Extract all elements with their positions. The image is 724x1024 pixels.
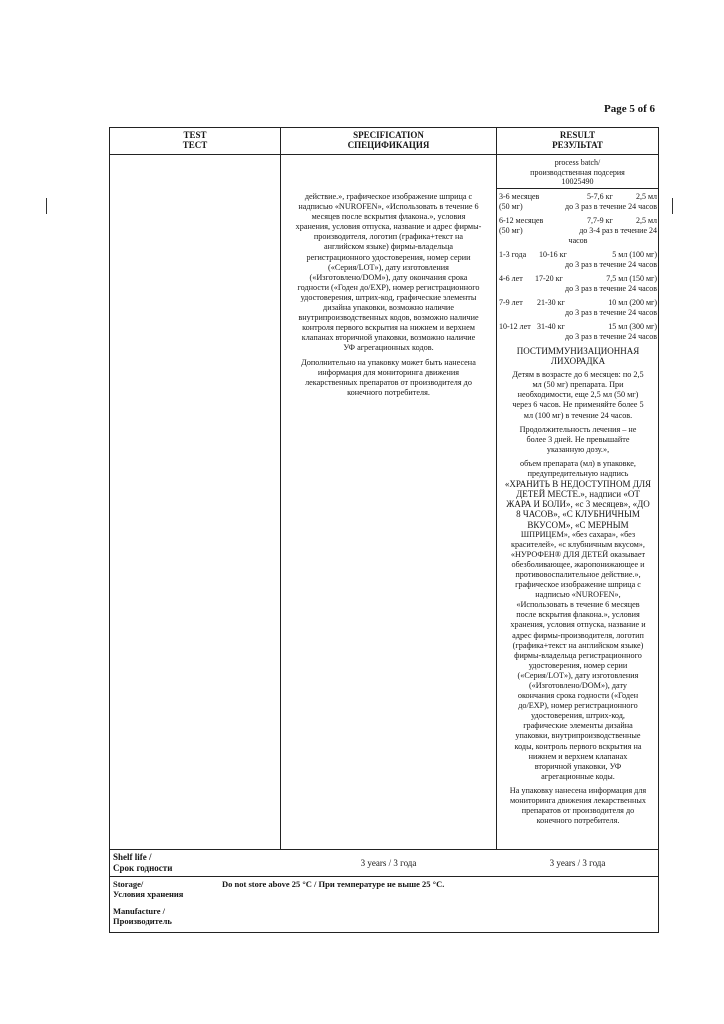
test-header: TEST ТЕСТ bbox=[182, 130, 208, 150]
storage-value: Do not store above 25 °C / При температуре не выше 25 °C. bbox=[222, 879, 445, 889]
dosage-row: 6-12 месяцев 7,7-9 кг 2,5 мл (50 мг) до 3-4 раз в течение 24 часов bbox=[499, 216, 657, 246]
shelf-life-label: Shelf life / Срок годности bbox=[113, 852, 173, 873]
right-margin-mark bbox=[672, 198, 673, 214]
specification-paragraph-2: Дополнительно на упаковку может быть нанесена информация для мониторинга движения лекарственных препаратов от производителя до конечного потребителя. bbox=[301, 357, 476, 397]
dosage-row: 4-6 лет 17-20 кг 7,5 мл (150 мг) до 3 раз в течение 24 часов bbox=[499, 274, 657, 294]
monitoring-text: На упаковку нанесена информация для мониторинга движения лекарственных препаратов от производителя до конечного потребителя. bbox=[509, 785, 647, 826]
duration-text: Продолжительность лечения – не более 3 дней. Не превышайте указанную дозу.», bbox=[519, 424, 637, 454]
specification-table bbox=[109, 127, 659, 933]
shelf-life-rule bbox=[110, 849, 658, 850]
header-rule bbox=[110, 154, 658, 155]
dosage-row: 10-12 лет 31-40 кг 15 мл (300 мг) до 3 раз в течение 24 часов bbox=[499, 322, 657, 342]
fever-text: Детям в возрасте до 6 месяцев: по 2,5 мл (50 мг) препарата. При необходимости, еще 2,5 мл (50 мг) через 6 часов. Не применяйте более 5 мл (100 мг) в течение 24 часов. bbox=[512, 370, 644, 420]
package-text: объем препарата (мл) в упаковке, предупредительную надпись «ХРАНИТЬ В НЕДОСТУПНОМ ДЛЯ ДЕТЕЙ МЕСТЕ.», надписи «ОТ ЖАРА И БОЛИ», «с 3 месяцев», «ДО 8 ЧАСОВ», «С КЛУБНИЧНЫМ ВКУСОМ», «С МЕРНЫМ ШПРИЦЕМ», «без сахара», «без красителей», «с клубничным вкусом», «НУРОФЕН® ДЛЯ ДЕТЕЙ оказывает обезболивающее, жаропонижающее и противовоспалительное действие.», графическое изображение шприца с надписью «NUROFEN», «Использовать в течение 6 месяцев после вскрытия флакона.», условия хранения, условия отпуска, название и адрес фирмы-производителя, логотип (графика+текст на английском языке) фирмы-владельца регистрационного удостоверения, номер серии («Серия/LOT»), дату изготовления («Изготовлено/DOM»), дату окончания срока годности («Годен до/EXP), номер регистрационного удостоверения, штрих-код, графические элементы дизайна упаковки, внутрипроизводственные коды, контроль первого вскрытия на нижнем и верхнем клапанах вторичной упаковки, УФ агрегационные коды. bbox=[504, 458, 652, 781]
shelf-life-spec: 3 years / 3 года bbox=[360, 858, 417, 868]
dosage-row: 1-3 года 10-16 кг 5 мл (100 мг) до 3 раз в течение 24 часов bbox=[499, 250, 657, 270]
storage-label: Storage/ Условия хранения bbox=[113, 879, 184, 899]
result-text bbox=[499, 192, 657, 826]
result-header: RESULT РЕЗУЛЬТАТ bbox=[552, 130, 603, 150]
batch-label: process batch/ производственная подсерия 10025490 bbox=[530, 158, 625, 186]
column-divider-1 bbox=[280, 128, 281, 850]
column-divider-2 bbox=[496, 128, 497, 850]
fever-title: ПОСТИММУНИЗАЦИОННАЯ ЛИХОРАДКА bbox=[516, 346, 640, 367]
specification-text bbox=[283, 192, 494, 398]
specification-paragraph-1: действие.», графическое изображение шприца с надписью «NUROFEN», «Использовать в течение 6 месяцев после вскрытия флакона.», условия хранения, условия отпуска, название и адрес фирмы- производителя, логотип (графика+текст на английском языке) фирмы-владельца регистрационного удостоверения, номер серии («Серия/LOT»), дату изготовления («Изготовлено/DOM»), дату окончания срока годности («Годен до/EXP), номер регистрационного удостоверения, штрих-код, графические элементы дизайна упаковки, возможно наличие внутрипроизводственных кодов, возможно наличие контроля первого вскрытия на нижнем и верхнем клапанах вторичной упаковки, возможно наличие УФ агрегационных кодов. bbox=[295, 192, 482, 353]
page-number: Page 5 of 6 bbox=[604, 103, 656, 115]
shelf-life-result: 3 years / 3 года bbox=[549, 858, 606, 868]
dosage-row: 7-9 лет 21-30 кг 10 мл (200 мг) до 3 раз в течение 24 часов bbox=[499, 298, 657, 318]
dosage-row: 3-6 месяцев 5-7,6 кг 2,5 мл (50 мг) до 3 раз в течение 24 часов bbox=[499, 192, 657, 211]
dosage-table bbox=[499, 192, 657, 342]
specification-header: SPECIFICATION СПЕЦИФИКАЦИЯ bbox=[347, 130, 430, 150]
storage-rule bbox=[110, 876, 658, 877]
batch-rule bbox=[496, 188, 658, 189]
manufacture-label: Manufacture / Производитель bbox=[113, 906, 172, 926]
left-margin-mark bbox=[46, 198, 47, 214]
